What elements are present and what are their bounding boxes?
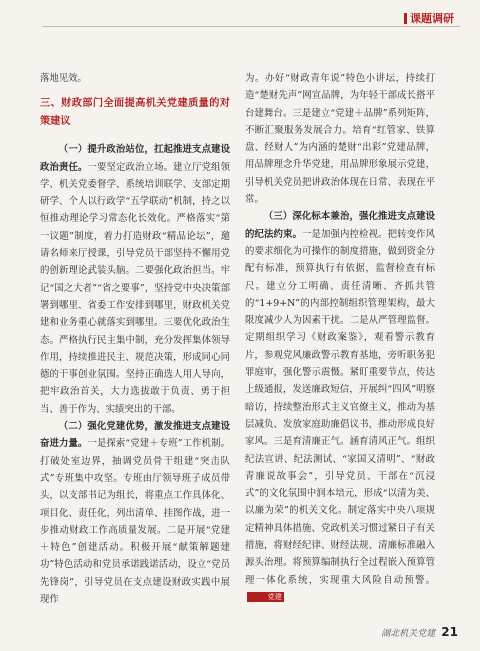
paragraph <box>40 418 230 608</box>
subheading: （一）提升政治站位，扛起推进支点建设政治责任。 <box>40 144 230 173</box>
paragraph-continued: 为。办好“财政青年说”特色小讲坛，持续打造“楚财先声”网宣品牌，为年轻干部成长搭平台建舞台。三是建立“党建＋品牌”系列矩阵，不断汇聚服务发展合力。培育“红管家、铁算盘、经财人”为内涵的楚财“出彩”党建品牌，用品牌理念升华党建，用品牌形象展示党建，引导机关党员把讲政治体现在日常、表现在平常。 <box>245 73 435 206</box>
header-rule <box>42 26 460 27</box>
end-mark: 党建 <box>247 592 284 602</box>
paragraph-body: 一是加强内控检视。把转变作风的要求细化为可操作的制度措施，做到资金分配有标准，预算执行有依据，监督检查有标尺。建立分工明确、责任清晰、齐抓共管的“1+9+N”的内部控制组织管理架构，最大限度减少人为因素干扰。二是从严管理监督。定期组织学习《财政案鉴》，观看警示教育片，参观党风廉政警示教育基地，旁听职务犯罪庭审，强化警示震慑。紧盯重要节点，传达上级通报，发送廉政短信，开展纠“四风”明察暗访，持续整治形式主义官僚主义，推动为基层减负、发放家庭助廉倡议书，推动形成良好家风。三是育清廉正气。涵育清风正气。组织纪法宣讲、纪法测试、“家国又清明”、“财政青廉说故事会”，引导党员、干部在“沉浸式”的文化氛围中润本培元，形成“以清为美、以廉为荣”的机关文化。制定落实中央八项规定精神具体措施、党政机关习惯过紧日子有关措施，将财经纪律、财经法规、清廉标准融入源头治理。将预算编制执行全过程嵌入预算管理一体化系统，实现重大风险自动预警。 <box>245 228 435 586</box>
paragraph-continued: 落地见效。 <box>40 73 87 84</box>
page-footer <box>381 625 458 639</box>
subheading: （三）深化标本兼治，强化推进支点建设的纪法约束。 <box>245 211 435 240</box>
paragraph-body: 一要坚定政治立场。建立厅党组领学、机关党委督学、系统培训联学、支部定期研学、个人以行政学“五学联动”机制，持之以恒推动理论学习常态化长效化。严格落实“第一议题”制度，着力打造财政“精品论坛”，邀请名师来厅授课，引导党员干部坚持不懈用党的创新理论武装头脑。二要强化政治担当。牢记“国之大者”“省之要事”，坚持党中央决策部署到哪里、省委工作安排到哪里，财政机关党建和业务重心就落实到哪里。三要优化政治生态。严格执行民主集中制，充分发挥集体领导作用，持续推进民主、规范决策，形成同心同德的干事创业氛围。坚持正确选人用人导向，把牢政治首关，大力选拔敢于负责、勇于担当、善于作为、实绩突出的干部。 <box>40 161 230 415</box>
section-tag-label: 课题调研 <box>410 12 454 25</box>
paragraph <box>245 208 435 606</box>
paragraph-body: 一是探索“党建＋专班”工作机制。打破处室边界，抽调党员骨干组建“突击队式”专班集中攻坚。专班由厅领导班子成员带头，以支部书记为组长，将重点工作具体化、项目化、责任化，列出清单、挂图作战，进一步推动财政工作高质量发展。二是开展“党建＋特色”创建活动。积极开展“献策解题建功”特色活动和党员承诺践诺活动，设立“党员先锋岗”，引导党员在支点建设财政实践中展现作 <box>40 438 230 606</box>
magazine-name: 湖北机关党建 <box>381 628 436 639</box>
paragraph <box>40 141 230 418</box>
section-tag <box>404 10 454 26</box>
section-tag-bar <box>404 13 407 24</box>
subheading: （二）强化党建优势，激发推进支点建设奋进力量。 <box>40 421 230 450</box>
page-number: 21 <box>441 625 458 639</box>
right-column <box>245 70 435 606</box>
section-heading: 三、财政部门全面提高机关党建质量的对策建议 <box>40 98 230 128</box>
left-column <box>40 70 230 608</box>
